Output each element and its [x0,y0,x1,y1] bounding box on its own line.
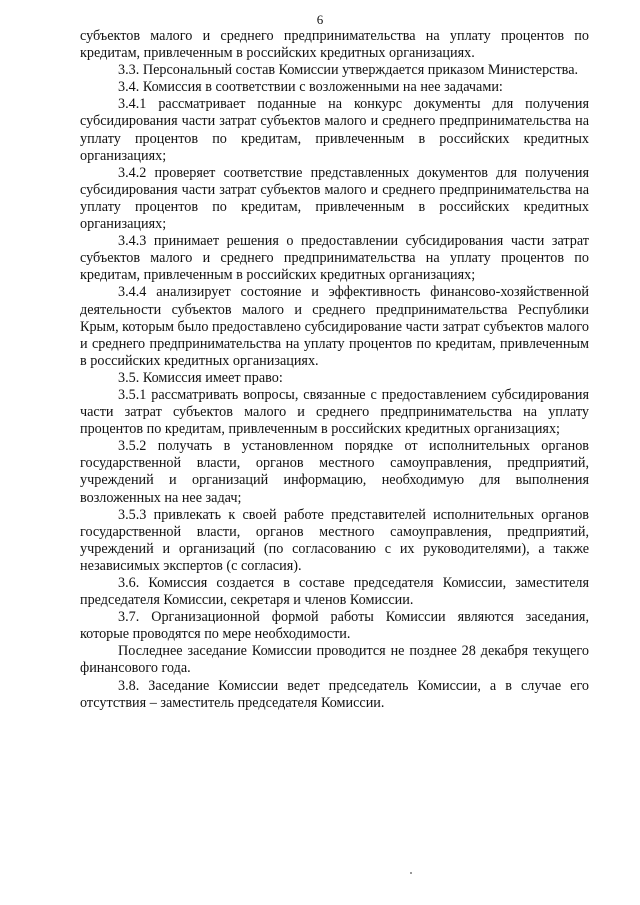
paragraph-3-3: 3.3. Персональный состав Комиссии утверждается приказом Министерства. [118,62,579,79]
paragraph-3-5-3: 3.5.3 привлекать к своей работе представителей исполнительных органов государственной власти, органов местного самоуправления, предприятий, учреждений и организаций (по согласованию с их руководителями), а также независимых экспертов (с согласия). [80,506,589,574]
paragraph-3-6: 3.6. Комиссия создается в составе председателя Комиссии, заместителя председателя Комиссии, секретаря и членов Комиссии. [80,575,589,609]
paragraph-3-4-2: 3.4.2 проверяет соответствие представленных документов для получения субсидирования части затрат субъектов малого и среднего предпринимательства на уплату процентов по кредитам, привлеченным в российских кредитных организациях; [80,164,589,233]
scan-speck [410,872,412,874]
paragraph-3-8: 3.8. Заседание Комиссии ведет председатель Комиссии, а в случае его отсутствия – заместитель председателя Комиссии. [80,677,589,711]
paragraph-3-4-1: 3.4.1 рассматривает поданные на конкурс документы для получения субсидирования части затрат субъектов малого и среднего предпринимательства на уплату процентов по кредитам, привлеченным в российских кредитных организациях; [80,96,589,164]
paragraph-3-7: 3.7. Организационной формой работы Комиссии являются заседания, которые проводятся по мере необходимости. [80,609,589,643]
paragraph-3-5-1: 3.5.1 рассматривать вопросы, связанные с предоставлением субсидирования части затрат субъектов малого и среднего предпринимательства на уплату процентов по кредитам, привлеченным в российских кредитных организациях; [80,386,589,438]
paragraph-3-4-3: 3.4.3 принимает решения о предоставлении субсидирования части затрат субъектов малого и среднего предпринимательства на уплату процентов по кредитам, привлеченным в российских кредитных организациях; [80,233,589,284]
page-number: 6 [316,12,324,27]
paragraph-3-4-4: 3.4.4 анализирует состояние и эффективность финансово-хозяйственной деятельности субъектов малого и среднего предпринимательства Республики Крым, которым было предоставлено субсидирование части затрат субъектов малого и среднего предпринимательства на уплату процентов по кредитам, привлеченным в российских кредитных организациях. [80,284,589,369]
paragraph-3-4: 3.4. Комиссия в соответствии с возложенными на нее задачами: [118,79,503,96]
document-body [80,28,589,712]
paragraph-3-7-last-meeting: Последнее заседание Комиссии проводится не позднее 28 декабря текущего финансового года. [80,643,589,677]
paragraph-3-5-2: 3.5.2 получать в установленном порядке от исполнительных органов государственной власти, органов местного самоуправления, предприятий, учреждений и организаций информацию, необходимую для выполнения возложенных на нее задач; [80,438,589,506]
paragraph-3-5: 3.5. Комиссия имеет право: [118,369,283,386]
paragraph-continuation: субъектов малого и среднего предпринимательства на уплату процентов по кредитам, привлеченным в российских кредитных организациях. [80,28,589,62]
